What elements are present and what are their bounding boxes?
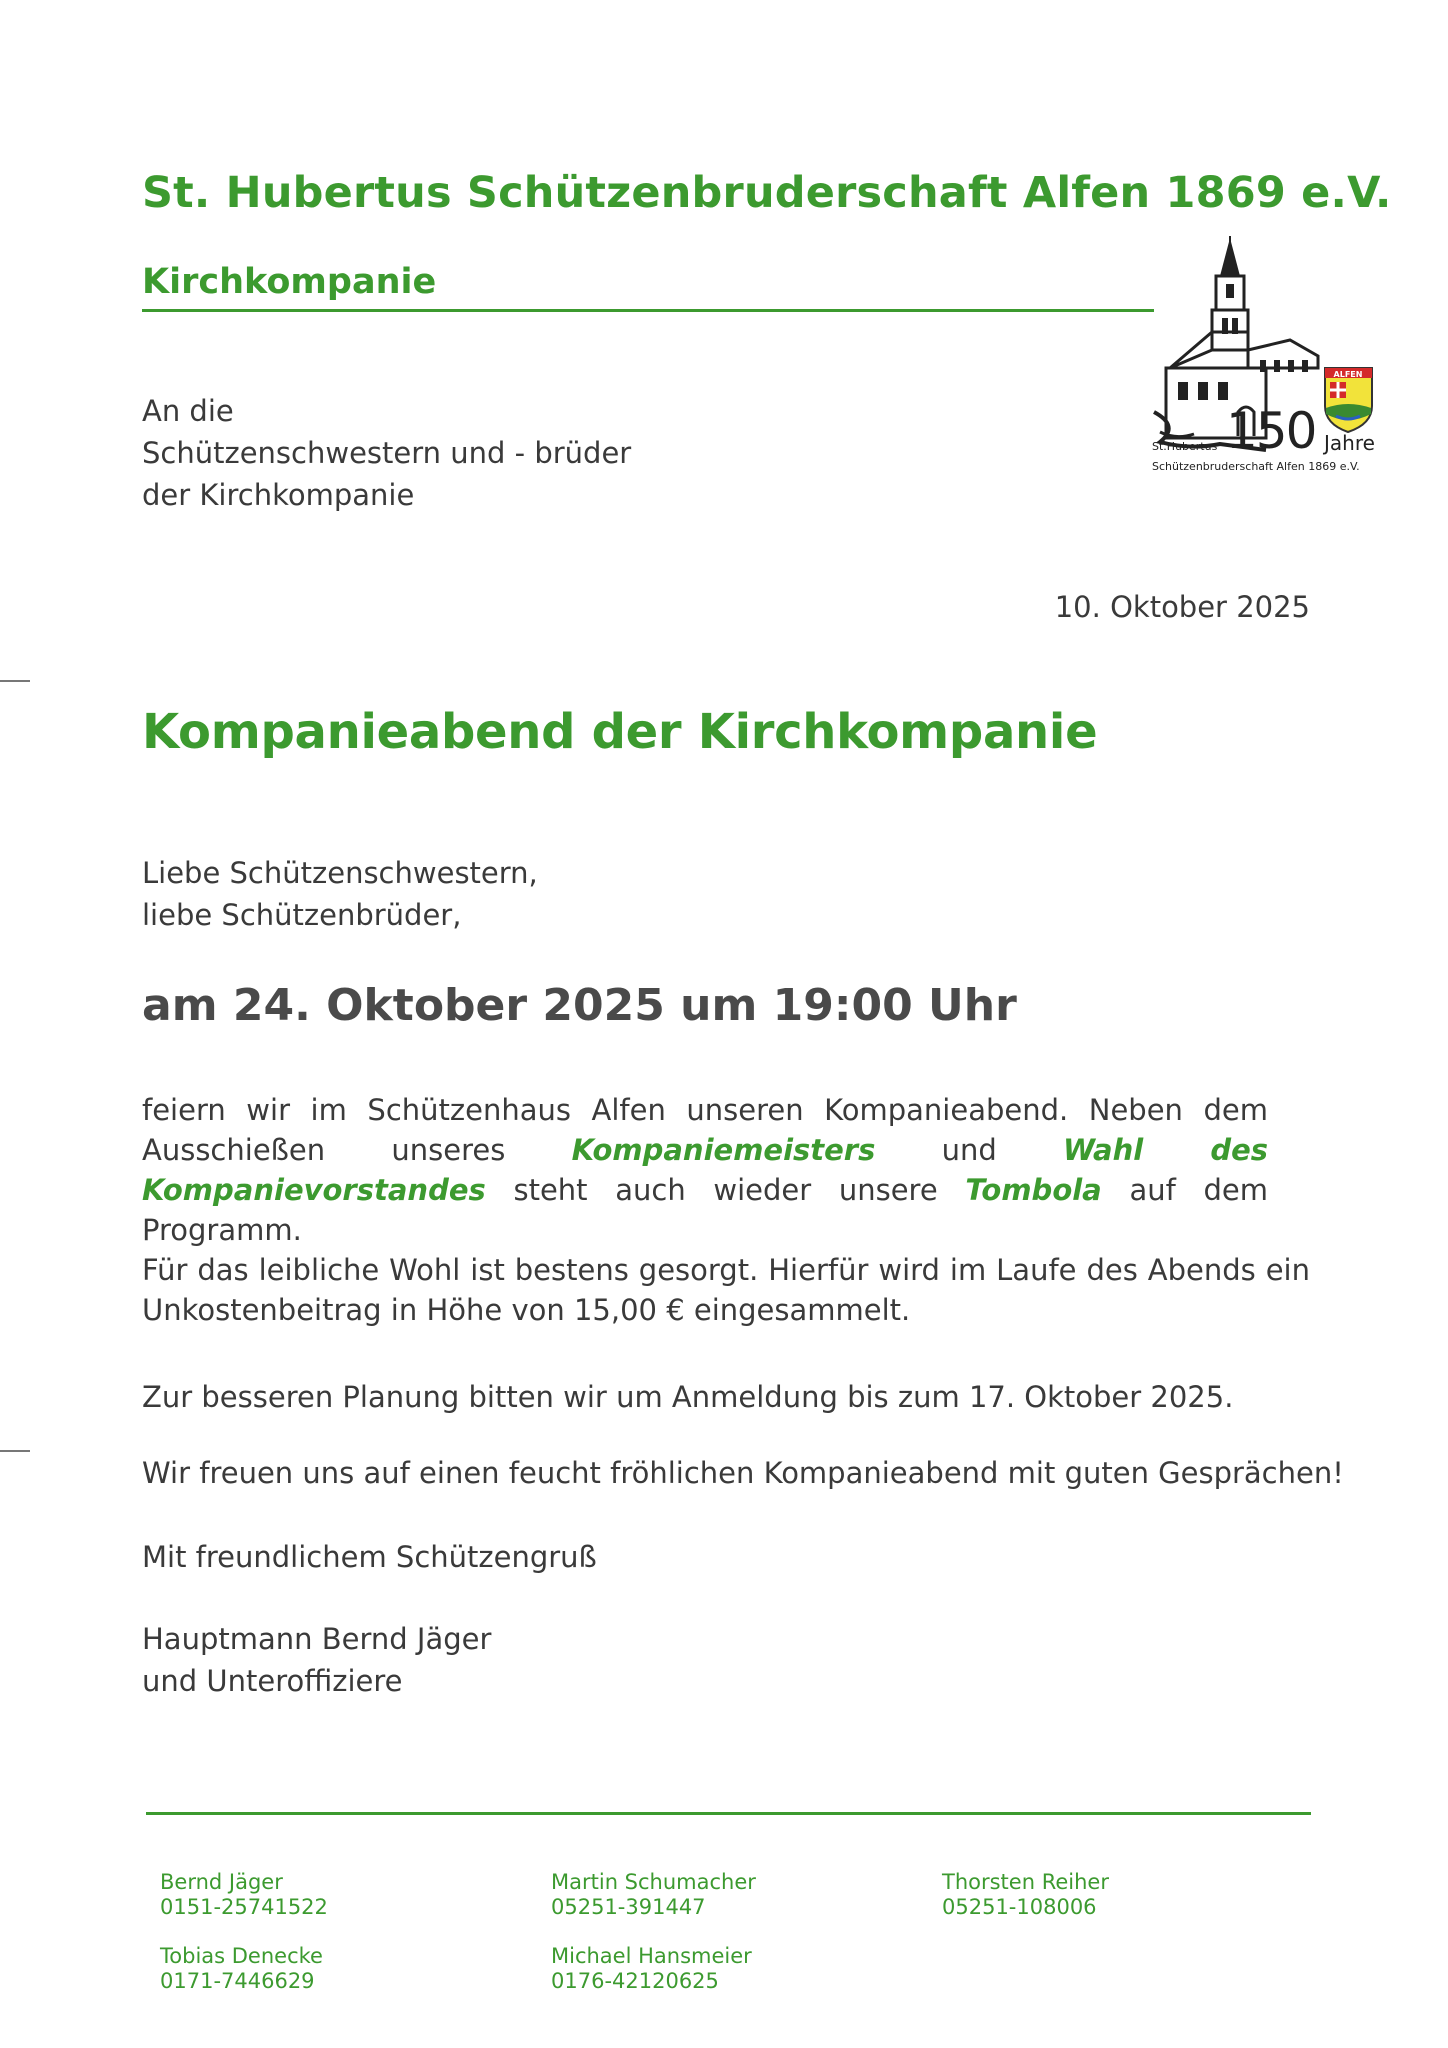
contact-phone: 0151-25741522 [160,1895,328,1919]
paragraph-text: auf dem Programm. [142,1173,1268,1247]
paragraph-text: feiern wir im Schützenhaus Alfen unseren Kompanieabend. Neben dem Ausschießen unseres [142,1093,1268,1167]
signature-block [142,1618,491,1702]
salutation-line: Liebe Schützenschwestern, [142,856,538,890]
fold-mark [0,680,30,682]
contact-phone: 0176-42120625 [551,1969,719,1993]
body-paragraph: Zur besseren Planung bitten wir um Anmeldung bis zum 17. Oktober 2025. [142,1380,1234,1414]
paragraph-text: und [875,1133,1064,1167]
body-paragraph: Für das leibliche Wohl ist bestens gesorgt. Hierfür wird im Laufe des Abends ein Unkostenbeitrag in Höhe von 15,00 € eingesammelt. [142,1253,1310,1327]
letter-date: 10. Oktober 2025 [1054,590,1310,624]
contact-name: Thorsten Reiher [942,1870,1109,1894]
contact-phone: 05251-108006 [942,1895,1097,1919]
letter-headline: Kompanieabend der Kirchkompanie [142,704,1098,760]
contact-card [551,1944,752,1994]
coat-of-arms-icon [1325,368,1372,432]
department-title: Kirchkompanie [142,262,437,302]
contact-name: Bernd Jäger [160,1870,283,1894]
contact-name: Martin Schumacher [551,1870,756,1894]
closing-greeting: Mit freundlichem Schützengruß [142,1540,597,1574]
event-datetime: am 24. Oktober 2025 um 19:00 Uhr [142,980,1017,1031]
recipient-line: der Kirchkompanie [142,478,415,512]
header-divider [142,309,1154,312]
organization-title: St. Hubertus Schützenbruderschaft Alfen 1869 e.V. [142,168,1392,218]
svg-text:ALFEN: ALFEN [1333,370,1363,379]
recipient-address [142,390,631,516]
contact-card [160,1944,323,1994]
highlight-text: Tombola [965,1173,1102,1207]
paragraph-text: steht auch wieder unsere [485,1173,966,1207]
svg-text:Schützenbruderschaft Alfen 186: Schützenbruderschaft Alfen 1869 e.V. [1152,460,1360,473]
signer-name: und Unteroffiziere [142,1664,403,1698]
signer-name: Hauptmann Bernd Jäger [142,1622,492,1656]
salutation-line: liebe Schützenbrüder, [142,898,462,932]
recipient-line: Schützenschwestern und - brüder [142,436,632,470]
contact-card [551,1870,756,1920]
body-paragraph [142,1090,1268,1250]
contact-card [942,1870,1109,1920]
contact-card [160,1870,328,1920]
svg-text:St.Hubertus: St.Hubertus [1152,440,1218,453]
svg-text:150: 150 [1226,402,1316,460]
highlight-text: Wahl des Kompanievorstandes [142,1133,1269,1207]
contact-name: Michael Hansmeier [551,1944,752,1968]
svg-text:Jahre: Jahre [1324,431,1375,455]
anniversary-logo [1150,236,1380,480]
footer-divider [146,1812,1311,1815]
contact-name: Tobias Denecke [160,1944,323,1968]
fold-mark [0,1450,30,1452]
highlight-text: Kompaniemeisters [571,1133,876,1167]
church-emblem-icon [1150,236,1380,480]
recipient-line: An die [142,394,234,428]
body-paragraph: Wir freuen uns auf einen feucht fröhlichen Kompanieabend mit guten Gesprächen! [142,1456,1344,1490]
contact-phone: 05251-391447 [551,1895,706,1919]
contact-phone: 0171-7446629 [160,1969,315,1993]
salutation [142,852,538,936]
